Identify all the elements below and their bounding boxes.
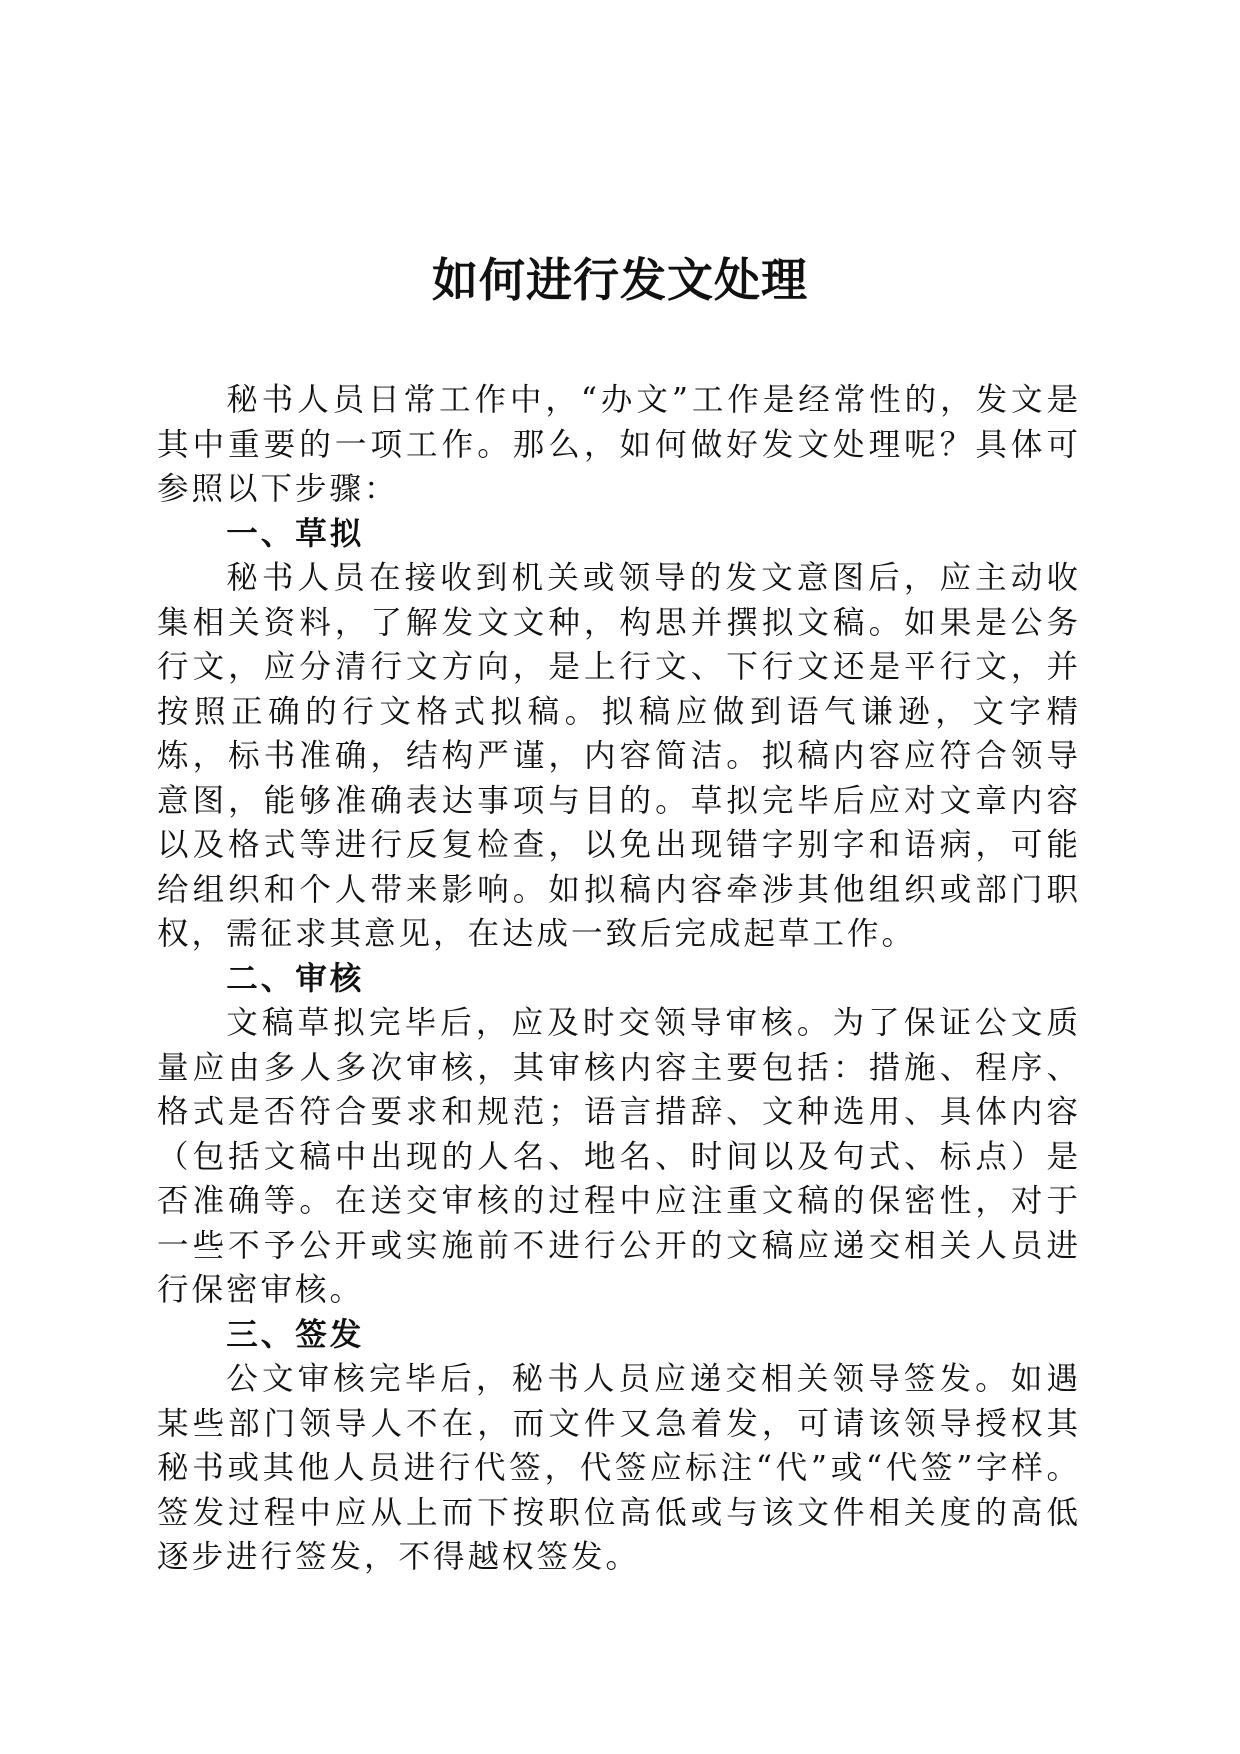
document-body [157, 378, 1081, 1580]
section-text-sign: 公文审核完毕后，秘书人员应递交相关领导签发。如遇某些部门领导人不在，而文件又急着发，可请该领导授权其秘书或其他人员进行代签，代签应标注“代”或“代签”字样。签发过程中应从上而下按职位高低或与该文件相关度的高低逐步进行签发，不得越权签发。 [157, 1361, 1081, 1575]
document-title: 如何进行发文处理 [432, 253, 808, 307]
section-text-draft: 秘书人员在接收到机关或领导的发文意图后，应主动收集相关资料，了解发文文种，构思并撰拟文稿。如果是公务行文，应分清行文方向，是上行文、下行文还是平行文，并按照正确的行文格式拟稿。拟稿应做到语气谦逊，文字精炼，标书准确，结构严谨，内容简洁。拟稿内容应符合领导意图，能够准确表达事项与目的。草拟完毕后应对文章内容以及格式等进行反复检查，以免出现错字别字和语病，可能给组织和个人带来影响。如拟稿内容牵涉其他组织或部门职权，需征求其意见，在达成一致后完成起草工作。 [157, 560, 1081, 952]
section-heading-review: 二、审核 [226, 960, 365, 997]
intro-paragraph: 秘书人员日常工作中，“办文”工作是经常性的，发文是其中重要的一项工作。那么，如何做好发文处理呢？具体可参照以下步骤： [157, 382, 1081, 507]
section-text-review: 文稿草拟完毕后，应及时交领导审核。为了保证公文质量应由多人多次审核，其审核内容主要包括：措施、程序、格式是否符合要求和规范；语言措辞、文种选用、具体内容（包括文稿中出现的人名、地名、时间以及句式、标点）是否准确等。在送交审核的过程中应注重文稿的保密性，对于一些不予公开或实施前不进行公开的文稿应递交相关人员进行保密审核。 [157, 1005, 1081, 1308]
section-heading-draft: 一、草拟 [226, 515, 365, 552]
section-heading-sign: 三、签发 [226, 1316, 365, 1353]
